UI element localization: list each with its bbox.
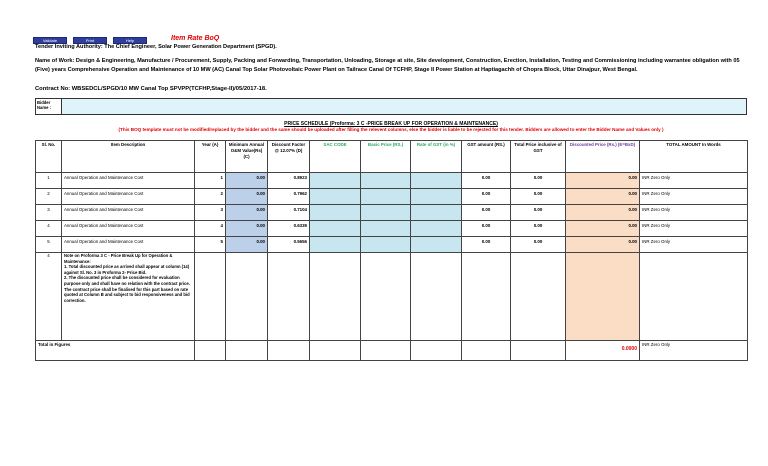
cell-gst-amount: 0.00 xyxy=(462,221,511,237)
empty-cell xyxy=(268,341,310,361)
cell-minimum[interactable]: 0.00 xyxy=(226,221,268,237)
note-row xyxy=(36,253,748,341)
col-sl: Sl. No. xyxy=(36,141,62,173)
cell-total-price: 0.00 xyxy=(511,205,566,221)
note-cell xyxy=(62,253,195,341)
cell-basic-price[interactable] xyxy=(361,189,411,205)
cell-item: Annual Operation and Maintenance Cost xyxy=(62,189,195,205)
col-year: Year (A) xyxy=(195,141,226,173)
page-title: Item Rate BoQ xyxy=(171,35,220,42)
cell-sac-code[interactable] xyxy=(310,221,361,237)
cell-sl: 4 xyxy=(36,253,62,341)
cell-minimum[interactable]: 0.00 xyxy=(226,237,268,253)
empty-cell xyxy=(310,341,361,361)
empty-cell xyxy=(640,253,748,341)
cell-discount: 0.7962 xyxy=(268,189,310,205)
cell-minimum[interactable]: 0.00 xyxy=(226,173,268,189)
empty-cell xyxy=(361,253,411,341)
cell-words: INR Zero Only xyxy=(640,237,748,253)
empty-cell xyxy=(361,341,411,361)
empty-cell xyxy=(511,341,566,361)
cell-sl: 2 xyxy=(36,189,62,205)
cell-year: 3 xyxy=(195,205,226,221)
cell-gst-amount: 0.00 xyxy=(462,237,511,253)
bidder-name-input[interactable] xyxy=(62,99,746,114)
col-minimum: Minimum Annual O&M Value(Rs) (C) xyxy=(226,141,268,173)
cell-discounted-price: 0.00 xyxy=(566,237,640,253)
cell-sac-code[interactable] xyxy=(310,237,361,253)
table-row xyxy=(36,189,748,205)
empty-cell xyxy=(310,253,361,341)
empty-cell xyxy=(462,253,511,341)
cell-discount: 0.7104 xyxy=(268,205,310,221)
col-total-words: TOTAL AMOUNT In Words xyxy=(640,141,748,173)
empty-cell xyxy=(411,341,462,361)
cell-minimum[interactable]: 0.00 xyxy=(226,189,268,205)
cell-sac-code[interactable] xyxy=(310,205,361,221)
total-row xyxy=(36,341,748,361)
cell-gst-amount: 0.00 xyxy=(462,205,511,221)
cell-gst-rate[interactable] xyxy=(411,221,462,237)
total-value: 0.0000 xyxy=(621,346,637,352)
cell-discount: 0.8923 xyxy=(268,173,310,189)
col-discount: Discount Factor @ 12.07% (D) xyxy=(268,141,310,173)
cell-year: 4 xyxy=(195,221,226,237)
cell-gst-rate[interactable] xyxy=(411,189,462,205)
schedule-note: (This BOQ template must not be modified/replaced by the bidder and the same should be uploaded after filling the relevent columns, else the bidder is liable to be rejected for this tender. Bidders are allowed to enter the Bidder Name and Values only ) xyxy=(118,127,664,132)
empty-cell xyxy=(566,253,640,341)
empty-cell xyxy=(226,253,268,341)
cell-basic-price[interactable] xyxy=(361,205,411,221)
empty-cell xyxy=(268,253,310,341)
total-label: Total in Figures xyxy=(36,341,195,361)
col-gst-rate: Rate of GST (in %) xyxy=(411,141,462,173)
col-gst-amount: GST amount (RS.) xyxy=(462,141,511,173)
col-item: Item Description xyxy=(62,141,195,173)
bidder-name-row xyxy=(35,98,747,115)
cell-total-price: 0.00 xyxy=(511,237,566,253)
toolbar xyxy=(33,36,147,44)
validate-button[interactable]: Validate xyxy=(33,37,67,44)
table-row xyxy=(36,205,748,221)
help-button[interactable]: Help xyxy=(113,37,147,44)
cell-year: 5 xyxy=(195,237,226,253)
cell-gst-rate[interactable] xyxy=(411,237,462,253)
cell-total-price: 0.00 xyxy=(511,173,566,189)
col-discounted-price: Discounted Price (Rs.) (E=BxD) xyxy=(566,141,640,173)
cell-total-price: 0.00 xyxy=(511,221,566,237)
cell-words: INR Zero Only xyxy=(640,221,748,237)
cell-gst-amount: 0.00 xyxy=(462,173,511,189)
cell-sl: 1 xyxy=(36,173,62,189)
empty-cell xyxy=(511,253,566,341)
cell-words: INR Zero Only xyxy=(640,189,748,205)
cell-item: Annual Operation and Maintenance Cost xyxy=(62,205,195,221)
empty-cell xyxy=(226,341,268,361)
tender-authority: Tender Inviting Authority: The Chief Engineer, Solar Power Generation Department (SPGD). xyxy=(35,44,277,50)
cell-basic-price[interactable] xyxy=(361,221,411,237)
empty-cell xyxy=(195,341,226,361)
cell-year: 1 xyxy=(195,173,226,189)
cell-item: Annual Operation and Maintenance Cost xyxy=(62,237,195,253)
cell-discount: 0.6339 xyxy=(268,221,310,237)
cell-gst-amount: 0.00 xyxy=(462,189,511,205)
total-words: INR Zero Only xyxy=(640,341,748,361)
cell-sl: 3 xyxy=(36,205,62,221)
table-row xyxy=(36,173,748,189)
cell-sl: 5 xyxy=(36,237,62,253)
cell-sl: 4 xyxy=(36,221,62,237)
table-header-row xyxy=(36,141,748,173)
print-button[interactable]: Print xyxy=(73,37,107,44)
cell-sac-code[interactable] xyxy=(310,189,361,205)
cell-discounted-price: 0.00 xyxy=(566,173,640,189)
cell-basic-price[interactable] xyxy=(361,173,411,189)
cell-discounted-price: 0.00 xyxy=(566,221,640,237)
cell-gst-rate[interactable] xyxy=(411,173,462,189)
empty-cell xyxy=(195,253,226,341)
col-total-price: Total Price inclusive of GST xyxy=(511,141,566,173)
table-row xyxy=(36,221,748,237)
note-text: Note on Proforma 3 C - Price Break Up for Operation & Maintenance: 1. Total discounted price as arrived shall appear at column (14) against Sl. No. 3 in Proforma 2- Price Bid. 2. The discounted price shall be considered for evaluation purpose only and shall have no relation with the contract price. The contract price shall be finalised for this part based on rate quoted at Column B and subject to bid responsiveness and bid correction. xyxy=(64,253,190,303)
cell-words: INR Zero Only xyxy=(640,205,748,221)
table-row xyxy=(36,237,748,253)
total-value-cell xyxy=(566,341,640,361)
contract-number: Contract No: WBSEDCL/SPGD/10 MW Canal Top SPVPP(TCFHP,Stage-II)/05/2017-18. xyxy=(35,86,267,92)
schedule-title: PRICE SCHEDULE (Proforma: 3 C -PRICE BREAK UP FOR OPERATION & MAINTENANCE) xyxy=(284,121,498,127)
cell-minimum[interactable]: 0.00 xyxy=(226,205,268,221)
bidder-name-label: Bidder Name : xyxy=(36,99,62,114)
cell-total-price: 0.00 xyxy=(511,189,566,205)
name-of-work: Name of Work: Design & Engineering, Manufacture / Procurement, Supply, Packing and Forwarding, Transportation, Unloading, Storage at site, Site development, Construction, Erection, Installation, Testing and Commissioning including warrantee obligation with 05 (Five) years Comprehensive Operation and Maintenance of 10 MW (AC) Canal Top Solar Photovoltaic Power Plant on Tailrace Canal Of TCFHP, Stage II Power Station at Haptiagachh of Chopra Block, Uttar Dinajpur, West Bengal. xyxy=(35,58,740,73)
empty-cell xyxy=(462,341,511,361)
cell-basic-price[interactable] xyxy=(361,237,411,253)
cell-item: Annual Operation and Maintenance Cost xyxy=(62,221,195,237)
col-sac-code: SAC CODE xyxy=(310,141,361,173)
cell-gst-rate[interactable] xyxy=(411,205,462,221)
cell-sac-code[interactable] xyxy=(310,173,361,189)
cell-discounted-price: 0.00 xyxy=(566,189,640,205)
cell-discount: 0.5656 xyxy=(268,237,310,253)
cell-item: Annual Operation and Maintenance Cost xyxy=(62,173,195,189)
empty-cell xyxy=(411,253,462,341)
cell-discounted-price: 0.00 xyxy=(566,205,640,221)
cell-words: INR Zero Only xyxy=(640,173,748,189)
table-body xyxy=(36,173,748,361)
col-basic-price: Basic Price (RS.) xyxy=(361,141,411,173)
cell-year: 2 xyxy=(195,189,226,205)
boq-table xyxy=(35,140,748,361)
